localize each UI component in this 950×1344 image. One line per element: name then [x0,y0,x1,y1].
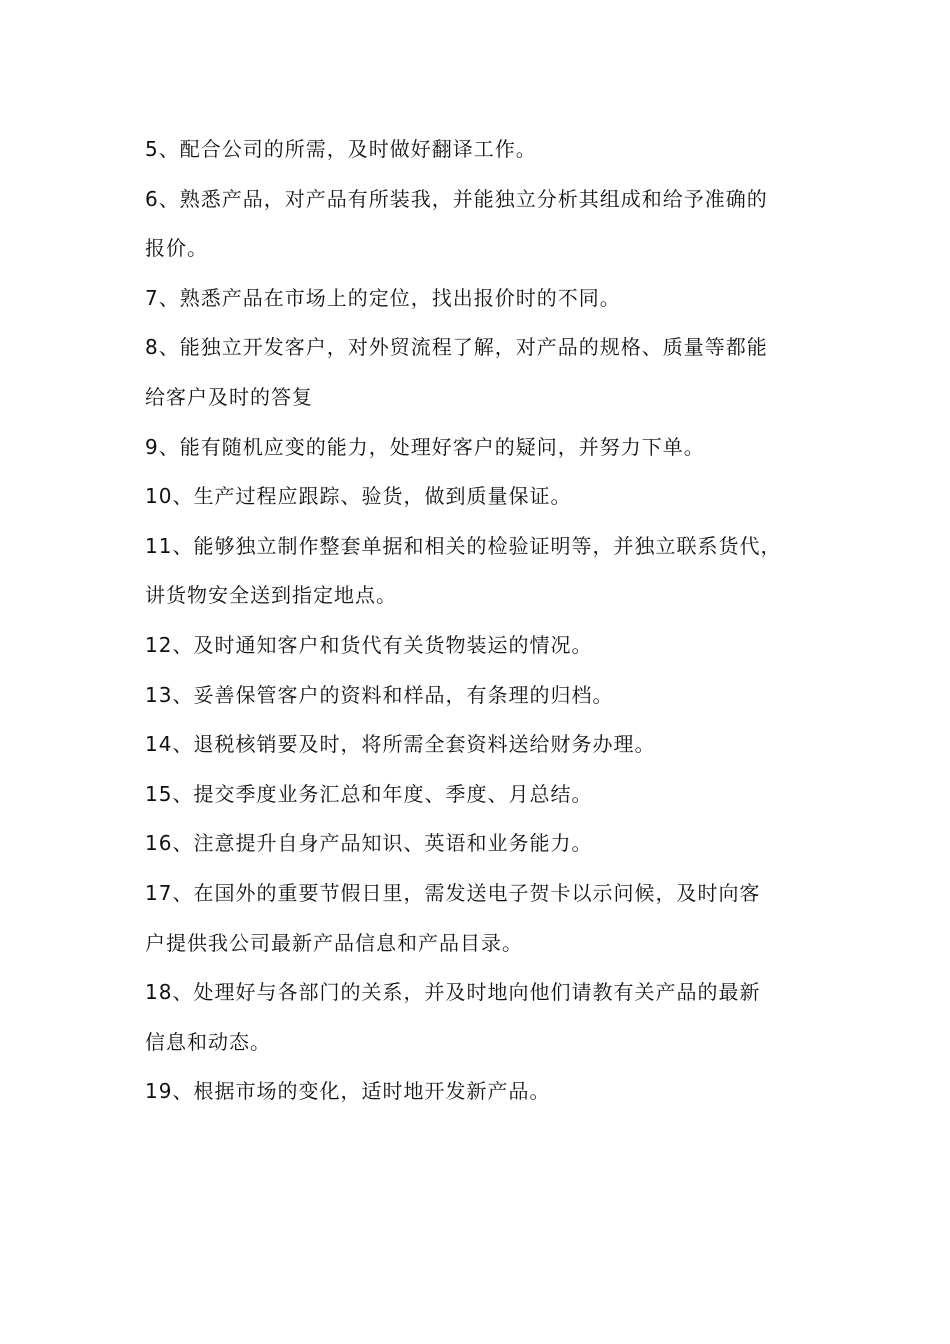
text-line: 给客户及时的答复 [145,384,313,409]
text-line: 10、生产过程应跟踪、验货，做到质量保证。 [145,484,572,509]
text-line: 6、熟悉产品，对产品有所装我，并能独立分析其组成和给予准确的 [145,186,768,211]
text-line: 11、能够独立制作整套单据和相关的检验证明等，并独立联系货代， [145,533,782,558]
text-line: 信息和动态。 [145,1029,271,1054]
text-line: 13、妥善保管客户的资料和样品，有条理的归档。 [145,682,614,707]
text-line: 18、处理好与各部门的关系，并及时地向他们请教有关产品的最新 [145,980,761,1005]
text-line: 17、在国外的重要节假日里，需发送电子贺卡以示问候，及时向客 [145,880,761,905]
text-line: 15、提交季度业务汇总和年度、季度、月总结。 [145,781,593,806]
text-line: 户提供我公司最新产品信息和产品目录。 [145,930,523,955]
text-line: 报价。 [145,236,208,261]
text-line: 讲货物安全送到指定地点。 [145,583,397,608]
text-line: 7、熟悉产品在市场上的定位，找出报价时的不同。 [145,285,621,310]
text-line: 12、及时通知客户和货代有关货物装运的情况。 [145,632,593,657]
text-line: 14、退税核销要及时，将所需全套资料送给财务办理。 [145,732,656,757]
document-body [145,131,835,1123]
text-line: 5、配合公司的所需，及时做好翻译工作。 [145,137,537,161]
text-line: 19、根据市场的变化，适时地开发新产品。 [145,1079,551,1104]
text-line: 16、注意提升自身产品知识、英语和业务能力。 [145,831,593,856]
text-line: 8、能独立开发客户，对外贸流程了解，对产品的规格、质量等都能 [145,335,768,360]
text-line: 9、能有随机应变的能力，处理好客户的疑问，并努力下单。 [145,434,705,459]
